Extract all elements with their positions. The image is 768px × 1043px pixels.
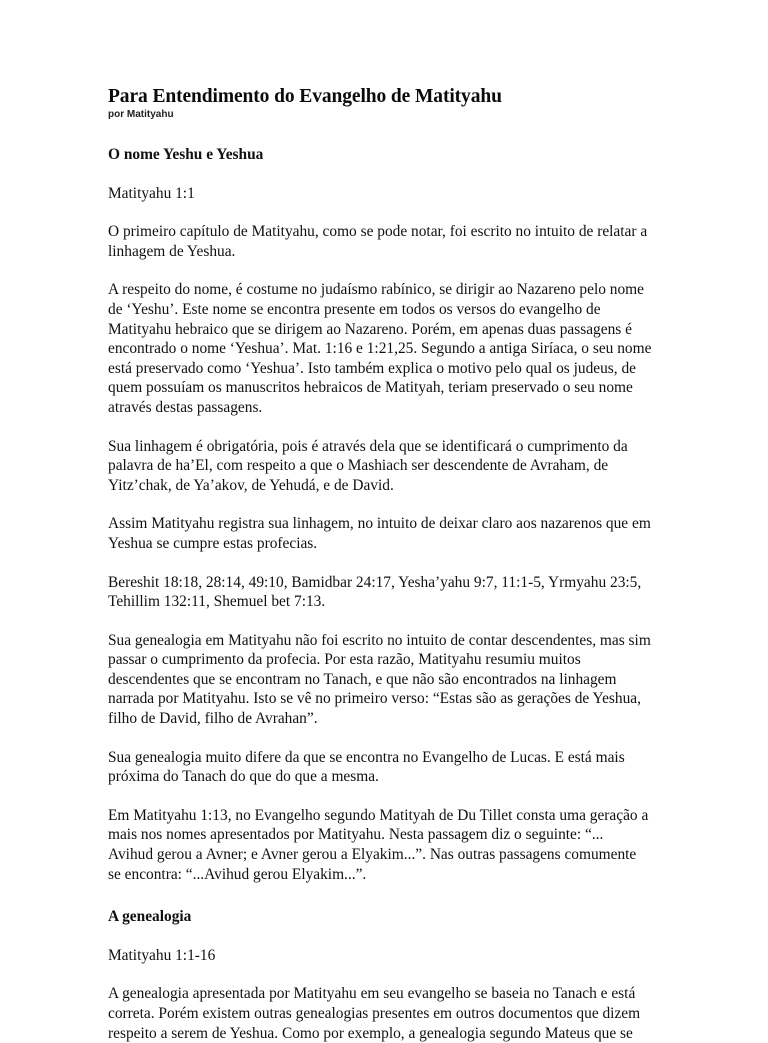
document-title: Para Entendimento do Evangelho de Matityahu (108, 86, 502, 107)
document-byline: por Matityahu (108, 109, 174, 120)
paragraph: Sua genealogia em Matityahu não foi escrito no intuito de contar descendentes, mas sim passar o cumprimento da profecia. Por esta razão, Matityahu resumiu muitos descendentes que se encontram no Tanach, e que não são encontrados na linhagem narrada por Matityahu. Isto se vê no primeiro verso: “Estas são as gerações de Yeshua, filho de David, filho de Avrahan”. (108, 631, 651, 728)
paragraph: Em Matityahu 1:13, no Evangelho segundo Matityah de Du Tillet consta uma geração a mais nos nomes apresentados por Matityahu. Nesta passagem diz o seguinte: “... Avihud gerou a Avner; e Avner gerou a Elyakim...”. Nas outras passagens comumente se encontra: “...Avihud gerou Elyakim...”. (108, 806, 649, 883)
paragraph: Sua linhagem é obrigatória, pois é através dela que se identificará o cumprimento da palavra de ha’El, com respeito a que o Mashiach ser descendente de Avraham, de Yitz’chak, de Ya’akov, de Yehudá, e de David. (108, 437, 628, 494)
paragraph: Assim Matityahu registra sua linhagem, no intuito de deixar claro aos nazarenos que em Yeshua se cumpre estas profecias. (108, 515, 651, 552)
paragraph: A respeito do nome, é costume no judaísmo rabínico, se dirigir ao Nazareno pelo nome de ‘Yeshu’. Este nome se encontra presente em todos os versos do evangelho de Matityahu hebraico que se dirigem ao Nazareno. Porém, em apenas duas passagens é encontrado o nome ‘Yeshua’. Mat. 1:16 e 1:21,25. Segundo a antiga Siríaca, o seu nome está preservado como ‘Yeshua’. Isto também explica o motivo pelo qual os judeus, de quem possuíam os manuscritos hebraicos de Matityah, teriam preservado o seu nome através destas passagens. (108, 281, 652, 416)
document-body (108, 86, 668, 1043)
paragraph: Sua genealogia muito difere da que se encontra no Evangelho de Lucas. E está mais próxima do Tanach do que do que a mesma. (108, 748, 625, 786)
section-genealogia (108, 907, 668, 1043)
section-yeshu-yeshua (108, 145, 668, 884)
scripture-reference: Matityahu 1:1-16 (108, 946, 216, 964)
scripture-list: Bereshit 18:18, 28:14, 49:10, Bamidbar 24:17, Yesha’yahu 9:7, 11:1-5, Yrmyahu 23:5, Tehillim 132:11, Shemuel bet 7:13. (108, 573, 642, 611)
section-heading: O nome Yeshu e Yeshua (108, 146, 264, 163)
paragraph: A genealogia apresentada por Matityahu em seu evangelho se baseia no Tanach e está correta. Porém existem outras genealogias presentes em outros documentos que dizem respeito a serem de Yeshua. Como por exemplo, a genealogia segundo Mateus que se (108, 985, 641, 1042)
paragraph: O primeiro capítulo de Matityahu, como se pode notar, foi escrito no intuito de relatar a linhagem de Yeshua. (108, 223, 648, 260)
section-heading: A genealogia (108, 908, 192, 926)
scripture-reference: Matityahu 1:1 (108, 184, 195, 202)
